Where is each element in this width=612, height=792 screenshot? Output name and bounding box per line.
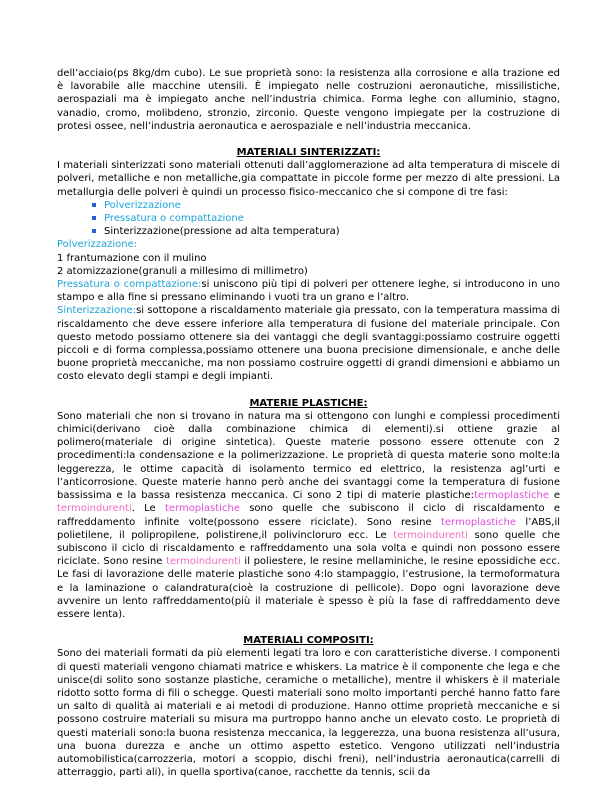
compositi-paragraph: Sono dei materiali formati da più elementi legati tra loro e con caratteristiche diverse. I componenti di questi materiali vengono chiamati matrice e whiskers. La matrice è il componente che lega e che unisce(di solito sono sostanze plastiche, ceramiche o metalliche), mentre il whiskers è il materiale ridotto sotto forma di fili o schegge. Questi materiali sono molto importanti perché hanno fatto fare un salto di qualità ai materiali e ai metodi di produzione. Hanno ottime proprietà meccaniche e si possono costruire materiali su misura ma purtroppo hanno anche un elevato costo. Le proprietà di questi materiali sono:la buona resistenza meccanica, la leggerezza, una buona resistenza all’usura, una buona durezza e anche un ottimo aspetto estetico. Vengono utilizzati nell’industria automobilistica(carrozzeria, motori a scoppio, dischi freni), nell’industria aeronautica(carrelli di atterraggio, parti ali), in quella sportiva(canoe, racchette da tennis, scii da [57,648,560,779]
keyword-termoplastiche: termoplastiche [473,490,550,502]
pressatura-paragraph [57,278,560,304]
plastiche-text: il poliestere, le resine mellaminiche, le resine epossidiche ecc. Le fasi di lavorazione delle materie plastiche sono 4:lo stampaggio, l’estrusione, la termoformatura e la laminazione o calandratura(cioè la costruzione di pellicole). Dopo ogni lavorazione deve avvenire un lento raffreddamento(più il materiale è spesso è più la fase di raffreddamento deve essere lenta). [57,556,560,620]
section-title-compositi: MATERIALI COMPOSITI: [243,635,374,647]
polverizzazione-label: Polverizzazione: [57,239,138,251]
keyword-termoplastiche: termoplastiche [440,516,517,528]
pressatura-text: si uniscono più tipi di polveri per ottenere leghe, si introducono in uno stampo e alla fine si pressano eliminando i vuoti tra un grano e l’altro. [57,279,560,304]
sinterizzazione-text: si sottopone a riscaldamento materiale gia pressato, con la temperatura massima di riscaldamento che deve essere inferiore alla temperatura di fusione del materiale principale. Con questo metodo possiamo ottenere sia dei vantaggi che degli svantaggi:possiamo costruire oggetti piccoli e di forma complessa,possiamo ottenere una buona precisione dimensionale, e anche delle buone proprietà meccaniche, ma non possiamo costruire oggetti di grandi dimensioni e abbiamo un costo elevato degli stampi e degli impianti. [57,305,560,383]
keyword-termoindurenti: termoindurenti [57,503,132,515]
keyword-termoindurenti: termoindurenti [393,529,468,541]
sinterizzati-intro: I materiali sinterizzati sono materiali ottenuti dall’agglomerazione ad alta temperatura di miscele di polveri, metalliche e non metalliche,gia compattate in piccole forme per mezzo di alte pressioni. La metallurgia delle polveri è quindi un processo fisico-meccanico che si compone di tre fasi: [57,160,560,198]
plastiche-text: Sono materiali che non si trovano in natura ma si ottengono con lunghi e complessi procedimenti chimici(derivano cioè dalla combinazione chimica di elementi).si ottiene grazie al polimero(materiale di origine sintetica). Queste materie possono essere ottenute con 2 procedimenti:la condensazione e la polimerizzazione. Le proprietà di questa materie sono molte:la leggerezza, le ottime capacità di isolamento termico ed elettrico, la resistenza agl’urti e l’anticorrosione. Queste materie hanno però anche dei svantaggi come la temperatura di fusione bassissima e la bassa resistenza meccanica. Ci sono 2 tipi di materie plastiche: [57,410,560,502]
section-title-sinterizzati: MATERIALI SINTERIZZATI: [236,147,381,159]
phase-item: Polverizzazione [92,199,560,212]
plastiche-text: . Le [131,503,165,515]
plastiche-text: sono quelle che subiscono il ciclo di riscaldamento e raffreddamento infinite volte(possono essere riciclate). Sono resine [57,503,560,528]
intro-paragraph: dell’acciaio(ps 8kg/dm cubo). Le sue proprietà sono: la resistenza alla corrosione e alla trazione ed è lavorabile alle macchine utensili. È impiegato nelle costruzioni aeronautiche, missilistiche, aerospaziali ma è impiegato anche nell’industria chimica. Forma leghe con alluminio, stagno, vanadio, cromo, molibdeno, stronzio, zirconio. Queste vengono impiegate per la costruzione di protesi ossee, nell’industria aeronautica e aerospaziale e nell’industria meccanica. [57,68,560,132]
polverizzazione-step: 2 atomizzazione(granuli a millesimo di millimetro) [57,265,308,277]
plastiche-text: l’ABS,il polietilene, il polipropilene, polistirene,il polivincloruro ecc. Le [57,516,560,541]
phase-item: Pressatura o compattazione [92,212,560,225]
plastiche-paragraph [57,410,560,621]
pressatura-label: Pressatura o compattazione: [57,279,202,291]
phase-item: Sinterizzazione(pressione ad alta temperatura) [92,225,560,238]
keyword-termoindurenti: termoindurenti [166,556,241,568]
keyword-termoplastiche: termoplastiche [164,503,240,515]
section-title-plastiche: MATERIE PLASTICHE: [249,397,368,409]
plastiche-text: e [549,490,560,502]
polverizzazione-step: 1 frantumazione con il mulino [57,252,207,264]
phases-list [57,199,560,239]
plastiche-text: sono quelle che subiscono il ciclo di riscaldamento e raffreddamento una sola volta e quindi non possono essere riciclate. Sono resine [57,529,561,568]
sinterizzazione-label: Sinterizzazione: [57,305,137,317]
sinterizzazione-paragraph [57,304,560,383]
